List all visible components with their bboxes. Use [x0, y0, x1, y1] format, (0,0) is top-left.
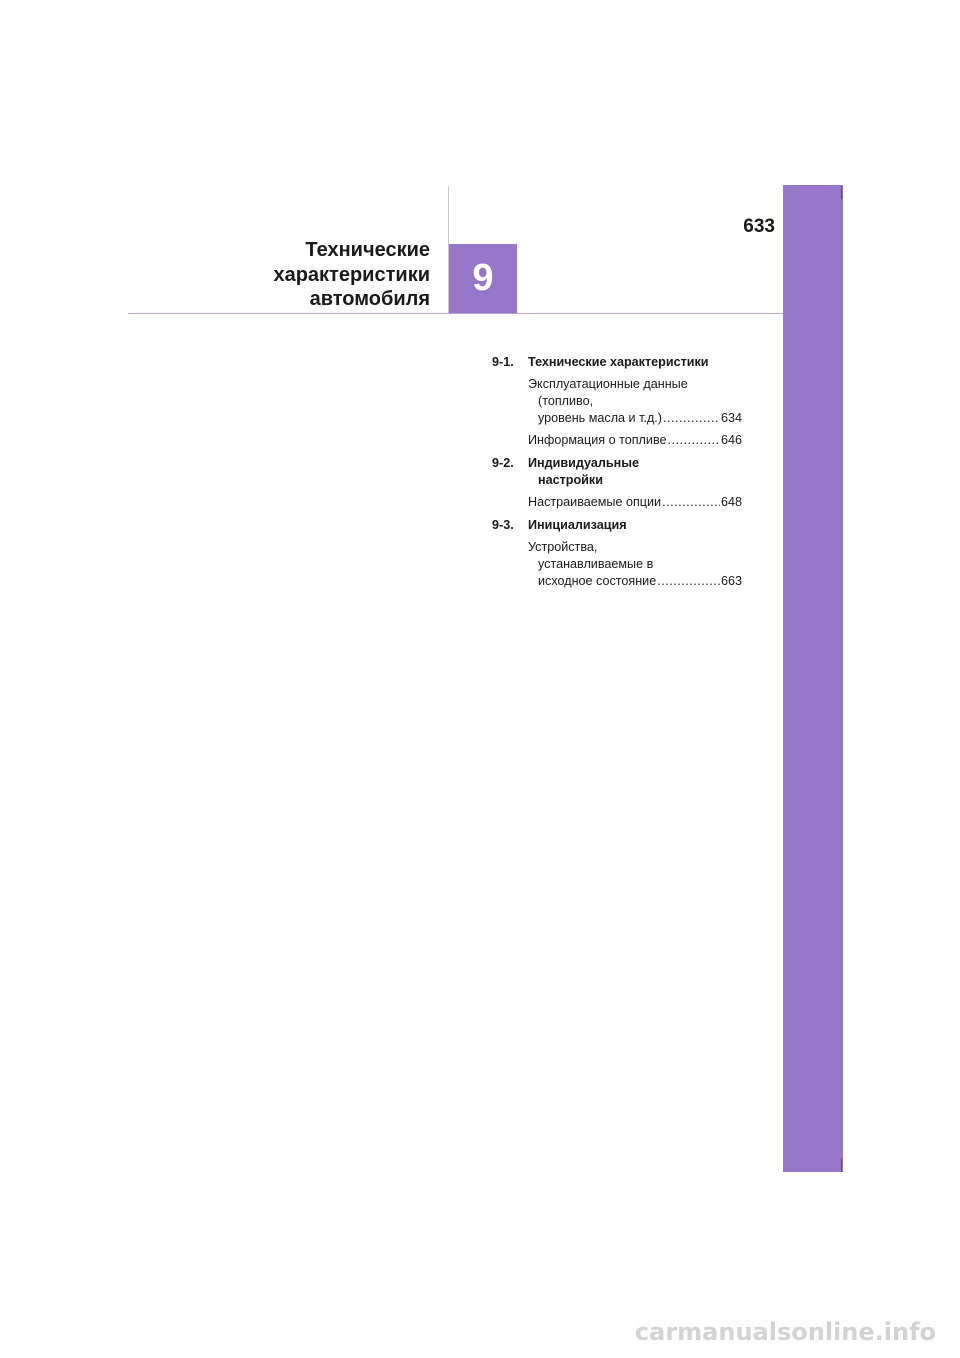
- toc-entry-text: исходное состояние: [538, 574, 657, 588]
- toc-entry[interactable]: [528, 376, 742, 427]
- chapter-side-tab: [783, 185, 843, 1172]
- toc-section-number: 9-3.: [492, 518, 514, 532]
- toc-section-heading[interactable]: [492, 517, 742, 534]
- chapter-number: 9: [472, 257, 494, 299]
- toc-entry-leader-line: [528, 573, 742, 590]
- toc-entry-text: Информация о топливе: [528, 433, 667, 447]
- toc-entry-text: уровень масла и т.д.): [538, 411, 662, 425]
- page-number: 633: [743, 216, 775, 237]
- toc-section-title-line: настройки: [538, 473, 603, 487]
- toc-entry[interactable]: [528, 432, 742, 449]
- toc-dot-leader: [668, 432, 720, 449]
- toc-section-title-line: Технические характеристики: [528, 355, 709, 369]
- chapter-title: [110, 238, 430, 312]
- toc-section-9-3: [492, 517, 742, 590]
- toc-dot-leader: [663, 410, 720, 427]
- toc-section-title: [528, 354, 742, 371]
- toc-section-heading[interactable]: [492, 354, 742, 371]
- chapter-title-line-2: характеристики: [273, 263, 430, 286]
- toc-section-heading[interactable]: [492, 455, 742, 489]
- toc-section-number: 9-1.: [492, 355, 514, 369]
- crop-mark-top: [841, 186, 842, 199]
- toc-section-title: [528, 455, 742, 489]
- chapter-title-line-3: автомобиля: [309, 288, 430, 310]
- chapter-number-badge: [449, 244, 517, 313]
- toc-section-9-2: [492, 455, 742, 511]
- toc-entry-page: 648: [720, 495, 742, 509]
- toc-section-title-line: Индивидуальные: [528, 456, 639, 470]
- toc-dot-leader: [657, 573, 720, 590]
- table-of-contents: [492, 354, 742, 596]
- toc-section-title-line: Инициализация: [528, 518, 627, 532]
- chapter-title-line-1: Технические: [305, 239, 430, 261]
- toc-entry-leader-line: [528, 432, 742, 449]
- toc-entry-line: устанавливаемые в: [538, 557, 654, 571]
- watermark-text: carmanualsonline.info: [634, 1318, 936, 1346]
- toc-entry-page: 646: [720, 433, 742, 447]
- toc-section-title: [528, 517, 742, 534]
- toc-entry-page: 634: [720, 411, 742, 425]
- header-horizontal-rule: [128, 313, 783, 314]
- toc-entry-text: Настраиваемые опции: [528, 495, 662, 509]
- toc-entry-line: Устройства,: [528, 540, 598, 554]
- toc-entry-line: Эксплуатационные данные: [528, 377, 688, 391]
- toc-entry-line: (топливо,: [538, 394, 594, 408]
- toc-entry[interactable]: [528, 539, 742, 590]
- crop-mark-bottom: [841, 1158, 842, 1172]
- toc-dot-leader: [662, 494, 720, 511]
- toc-entry-leader-line: [528, 494, 742, 511]
- toc-entry-leader-line: [528, 410, 742, 427]
- toc-section-number: 9-2.: [492, 456, 514, 470]
- toc-entry[interactable]: [528, 494, 742, 511]
- toc-entry-page: 663: [720, 574, 742, 588]
- toc-section-9-1: [492, 354, 742, 449]
